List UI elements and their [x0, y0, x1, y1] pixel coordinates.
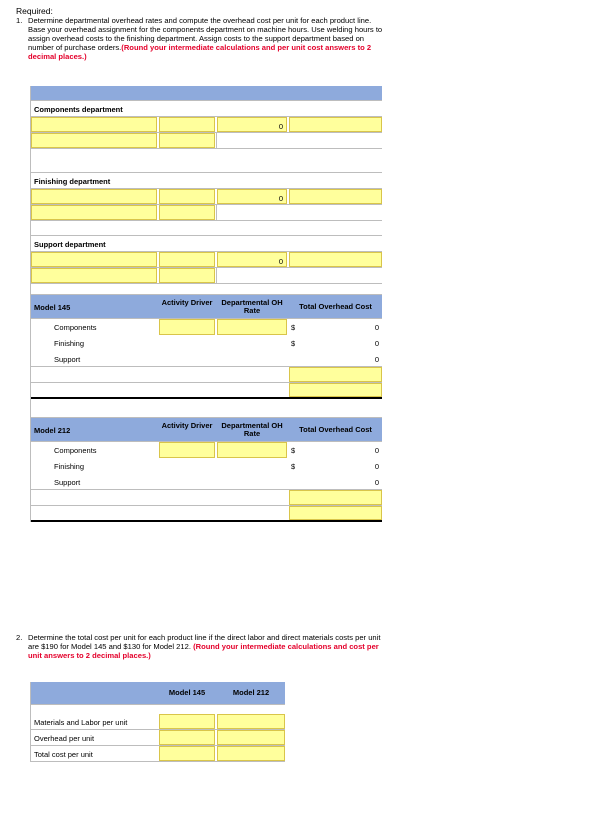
- row-label: Finishing: [54, 462, 85, 471]
- q2-line-1: Determine the total cost per unit for each product line if the direct labor and direct materials costs per unit: [28, 633, 381, 642]
- department-rates-table: [30, 86, 382, 522]
- rate-input[interactable]: [289, 252, 382, 267]
- table-row: [31, 474, 382, 490]
- unit-cost-input[interactable]: [289, 383, 382, 397]
- driver-input[interactable]: [159, 117, 215, 132]
- table-row: [31, 714, 285, 730]
- driver-input[interactable]: [159, 442, 215, 458]
- row-label: Materials and Labor per unit: [34, 718, 128, 727]
- activity-driver-header: Activity Driver: [161, 421, 213, 430]
- overhead-value: 0: [374, 462, 379, 471]
- department-name: Support department: [34, 240, 106, 249]
- total-value: 0: [278, 122, 283, 131]
- subtotal-input[interactable]: [289, 490, 382, 505]
- total-overhead-header: Total Overhead Cost: [299, 302, 372, 311]
- department-input-row: [31, 252, 382, 268]
- q1-line-4: number of purchase orders.: [28, 43, 122, 52]
- row-label: Support: [54, 478, 81, 487]
- row-label: Overhead per unit: [34, 734, 95, 743]
- table-row: [31, 458, 382, 474]
- question-1-text: [16, 16, 436, 61]
- model-212-input[interactable]: [217, 746, 285, 761]
- question-2-text: [16, 633, 436, 660]
- rate-input[interactable]: [217, 442, 287, 458]
- department-name: Components department: [34, 105, 123, 114]
- question-2-number: 2.: [16, 633, 23, 642]
- required-label: Required:: [16, 6, 53, 16]
- model-145-header: [31, 295, 382, 319]
- model-212-input[interactable]: [217, 730, 285, 745]
- department-name: Finishing department: [34, 177, 111, 186]
- q1-line-2: Base your overhead assignment for the components department on machine hours. Use welding hours to: [28, 25, 383, 34]
- total-value: 0: [278, 194, 283, 203]
- table-row: [31, 730, 285, 746]
- subtotal-input[interactable]: [289, 367, 382, 382]
- row-label: Support: [54, 355, 81, 364]
- unit-cost-row: [31, 383, 382, 399]
- table-row: [31, 319, 382, 335]
- department-label-row: [31, 173, 382, 189]
- table-row: [31, 442, 382, 458]
- q1-round-note-cont: decimal places.): [28, 52, 87, 61]
- overhead-value: 0: [374, 355, 379, 364]
- driver-input[interactable]: [159, 205, 215, 220]
- department-input-row: [31, 268, 382, 284]
- dollar-sign: $: [291, 462, 296, 471]
- department-label-row: [31, 236, 382, 252]
- question-1-number: 1.: [16, 16, 23, 25]
- model-145-input[interactable]: [159, 746, 215, 761]
- overhead-value: 0: [374, 446, 379, 455]
- spacer-row: [31, 705, 285, 714]
- oh-rate-header: Departmental OH Rate: [221, 298, 283, 315]
- table-row: [31, 746, 285, 762]
- total-overhead-header: Total Overhead Cost: [299, 425, 372, 434]
- unit-cost-input[interactable]: [289, 506, 382, 520]
- q2-round-note-cont: unit answers to 2 decimal places.): [28, 651, 151, 660]
- overhead-value: 0: [374, 339, 379, 348]
- cost-per-unit-table: [30, 682, 285, 762]
- cost-input[interactable]: [31, 189, 157, 204]
- unit-cost-row: [31, 506, 382, 522]
- driver-input[interactable]: [159, 252, 215, 267]
- dollar-sign: $: [291, 339, 296, 348]
- model-name: Model 145: [34, 303, 71, 312]
- department-label-row: [31, 101, 382, 117]
- cost-input[interactable]: [31, 117, 157, 132]
- total-cell: [217, 252, 287, 267]
- driver-input[interactable]: [159, 268, 215, 283]
- overhead-value: 0: [374, 478, 379, 487]
- spacer-row: [31, 149, 382, 173]
- row-label: Components: [54, 446, 97, 455]
- table-row: [31, 335, 382, 351]
- rate-input[interactable]: [289, 189, 382, 204]
- spacer-row: [31, 284, 382, 295]
- table-row: [31, 351, 382, 367]
- cost-input[interactable]: [31, 268, 157, 283]
- rate-input[interactable]: [289, 117, 382, 132]
- driver-input[interactable]: [159, 133, 215, 148]
- model-name: Model 212: [34, 426, 71, 435]
- row-label: Finishing: [54, 339, 85, 348]
- subtotal-row: [31, 367, 382, 383]
- oh-rate-header: Departmental OH Rate: [221, 421, 283, 438]
- department-input-row: [31, 205, 382, 221]
- department-input-row: [31, 117, 382, 133]
- q2-line-2: are $190 for Model 145 and $130 for Model 212.: [28, 642, 191, 651]
- cost-input[interactable]: [31, 133, 157, 148]
- rate-input[interactable]: [217, 319, 287, 335]
- department-input-row: [31, 133, 382, 149]
- spacer-row: [31, 221, 382, 236]
- activity-driver-header: Activity Driver: [161, 298, 213, 307]
- q1-line-3: assign overhead costs to the finishing department. Assign costs to the support department based on: [28, 34, 365, 43]
- q1-line-1: Determine departmental overhead rates and compute the overhead cost per unit for each product line.: [28, 16, 372, 25]
- row-label: Components: [54, 323, 97, 332]
- model-212-input[interactable]: [217, 714, 285, 729]
- row-label: Total cost per unit: [34, 750, 93, 759]
- q2-round-note: (Round your intermediate calculations and cost per: [193, 642, 379, 651]
- department-input-row: [31, 189, 382, 205]
- model-145-input[interactable]: [159, 714, 215, 729]
- model-145-input[interactable]: [159, 730, 215, 745]
- dollar-sign: $: [291, 323, 296, 332]
- dollar-sign: $: [291, 446, 296, 455]
- driver-input[interactable]: [159, 319, 215, 335]
- model-212-header: Model 212: [232, 688, 270, 697]
- driver-input[interactable]: [159, 189, 215, 204]
- subtotal-row: [31, 490, 382, 506]
- model-212-header: [31, 418, 382, 442]
- cost-input[interactable]: [31, 252, 157, 267]
- overhead-value: 0: [374, 323, 379, 332]
- table-header-bar: [31, 86, 382, 101]
- total-value: 0: [278, 257, 283, 266]
- q1-round-note: (Round your intermediate calculations and per unit cost answers to 2: [121, 43, 372, 52]
- cost-table-header: [31, 682, 285, 705]
- model-145-header: Model 145: [168, 688, 206, 697]
- spacer-row: [31, 399, 382, 418]
- cost-input[interactable]: [31, 205, 157, 220]
- total-cell: [217, 117, 287, 132]
- total-cell: [217, 189, 287, 204]
